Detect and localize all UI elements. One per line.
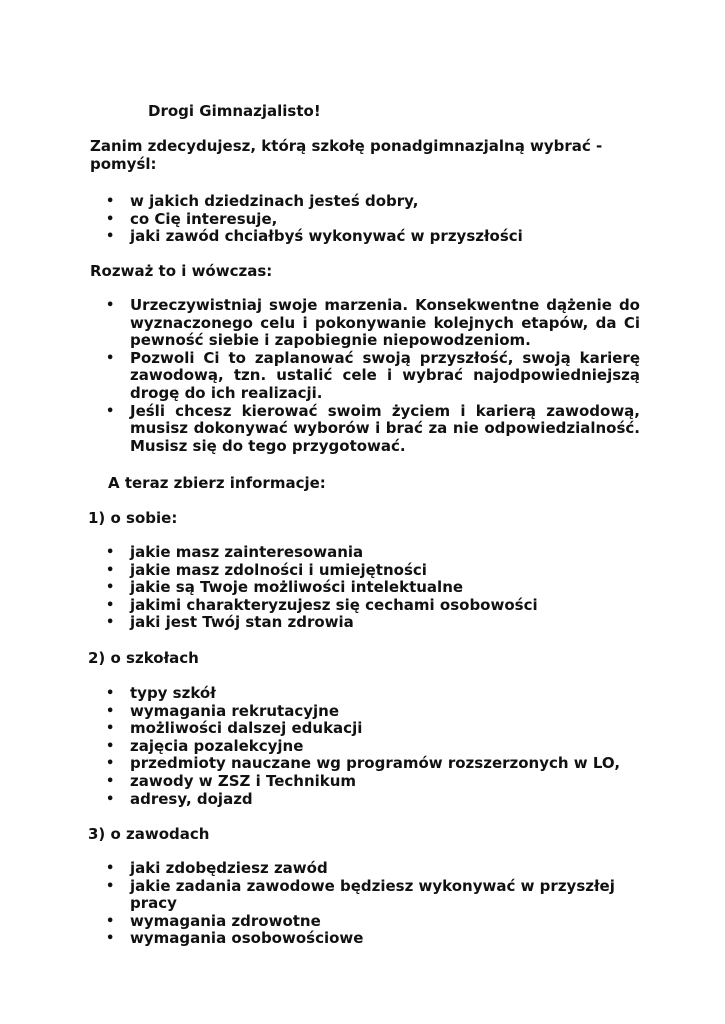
list-item: • jaki zawód chciałbyś wykonywać w przyszłości	[106, 227, 523, 246]
list-item: • jaki jest Twój stan zdrowia	[106, 613, 354, 632]
list-item: • możliwości dalszej edukacji	[106, 719, 363, 738]
bullet-icon: •	[106, 580, 115, 596]
list-item: • co Cię interesuje,	[106, 209, 278, 228]
bullet-icon: •	[106, 403, 115, 419]
list-item: • Pozwoli Ci to zaplanować swoją przyszłość, swoją karierę zawodową, tzn. ustalić cele i wybrać najodpowiedniejszą drogę do ich realizacji.	[106, 348, 640, 402]
section-3-list	[0, 860, 630, 948]
bullet-icon: •	[106, 738, 115, 754]
list-item: • adresy, dojazd	[106, 789, 253, 808]
bullet-icon: •	[106, 298, 115, 313]
consider-heading: Rozważ to i wówczas:	[90, 262, 273, 280]
list-item: • w jakich dziedzinach jesteś dobry,	[106, 192, 419, 210]
bullet-icon: •	[106, 229, 115, 245]
bullet-icon: •	[106, 615, 115, 631]
bullet-icon: •	[106, 545, 115, 560]
section-1-list	[0, 544, 538, 632]
intro-text: Zanim zdecydujesz, którą szkołę ponadgimnazjalną wybrać - pomyśl:	[90, 137, 603, 173]
list-item: • wymagania osobowościowe	[106, 929, 364, 948]
bullet-icon: •	[106, 756, 115, 772]
section-3-title: 3) o zawodach	[88, 825, 210, 843]
bullet-icon: •	[106, 721, 115, 737]
bullet-icon: •	[106, 194, 115, 209]
bullet-icon: •	[106, 562, 115, 578]
list-item: • Urzeczywistniaj swoje marzenia. Konsekwentne dążenie do wyznaczonego celu i pokonywanie kolejnych etapów, da Ci pewność siebie i zapobiegnie niepowodzeniom.	[106, 296, 640, 350]
list-item: • jakimi charakteryzujesz się cechami osobowości	[106, 595, 538, 614]
bullet-icon: •	[106, 703, 115, 719]
bullet-icon: •	[106, 791, 115, 807]
list-item: • wymagania zdrowotne	[106, 911, 321, 930]
results-list	[0, 297, 640, 455]
section-1-title: 1) o sobie:	[88, 509, 178, 527]
list-item: • jakie masz zdolności i umiejętności	[106, 560, 427, 579]
bullet-icon: •	[106, 597, 115, 613]
list-item: • jakie zadania zawodowe będziesz wykonywać w przyszłej pracy	[106, 876, 615, 913]
list-item: • jaki zdobędziesz zawód	[106, 859, 328, 877]
list-item: • Jeśli chcesz kierować swoim życiem i karierą zawodową, musisz dokonywać wyborów i brać za nie odpowiedzialność. Musisz się do tego przygotować.	[106, 401, 640, 455]
bullet-icon: •	[106, 211, 115, 227]
bullet-icon: •	[106, 878, 115, 894]
list-item: • typy szkół	[106, 684, 216, 702]
section-2-title: 2) o szkołach	[88, 649, 199, 667]
greeting: Drogi Gimnazjalisto!	[148, 102, 321, 120]
list-item: • jakie są Twoje możliwości intelektualne	[106, 578, 464, 597]
bullet-icon: •	[106, 913, 115, 929]
list-item: • wymagania rekrutacyjne	[106, 701, 339, 720]
bullet-icon: •	[106, 350, 115, 366]
section-2-list	[0, 685, 620, 808]
list-item: • jakie masz zainteresowania	[106, 543, 364, 561]
consider-list	[0, 193, 523, 246]
info-heading: A teraz zbierz informacje:	[108, 474, 326, 492]
list-item: • zajęcia pozalekcyjne	[106, 736, 304, 755]
bullet-icon: •	[106, 686, 115, 701]
bullet-icon: •	[106, 861, 115, 876]
bullet-icon: •	[106, 773, 115, 789]
list-item: • przedmioty nauczane wg programów rozszerzonych w LO,	[106, 754, 621, 773]
list-item: • zawody w ZSZ i Technikum	[106, 771, 357, 790]
bullet-icon: •	[106, 931, 115, 947]
